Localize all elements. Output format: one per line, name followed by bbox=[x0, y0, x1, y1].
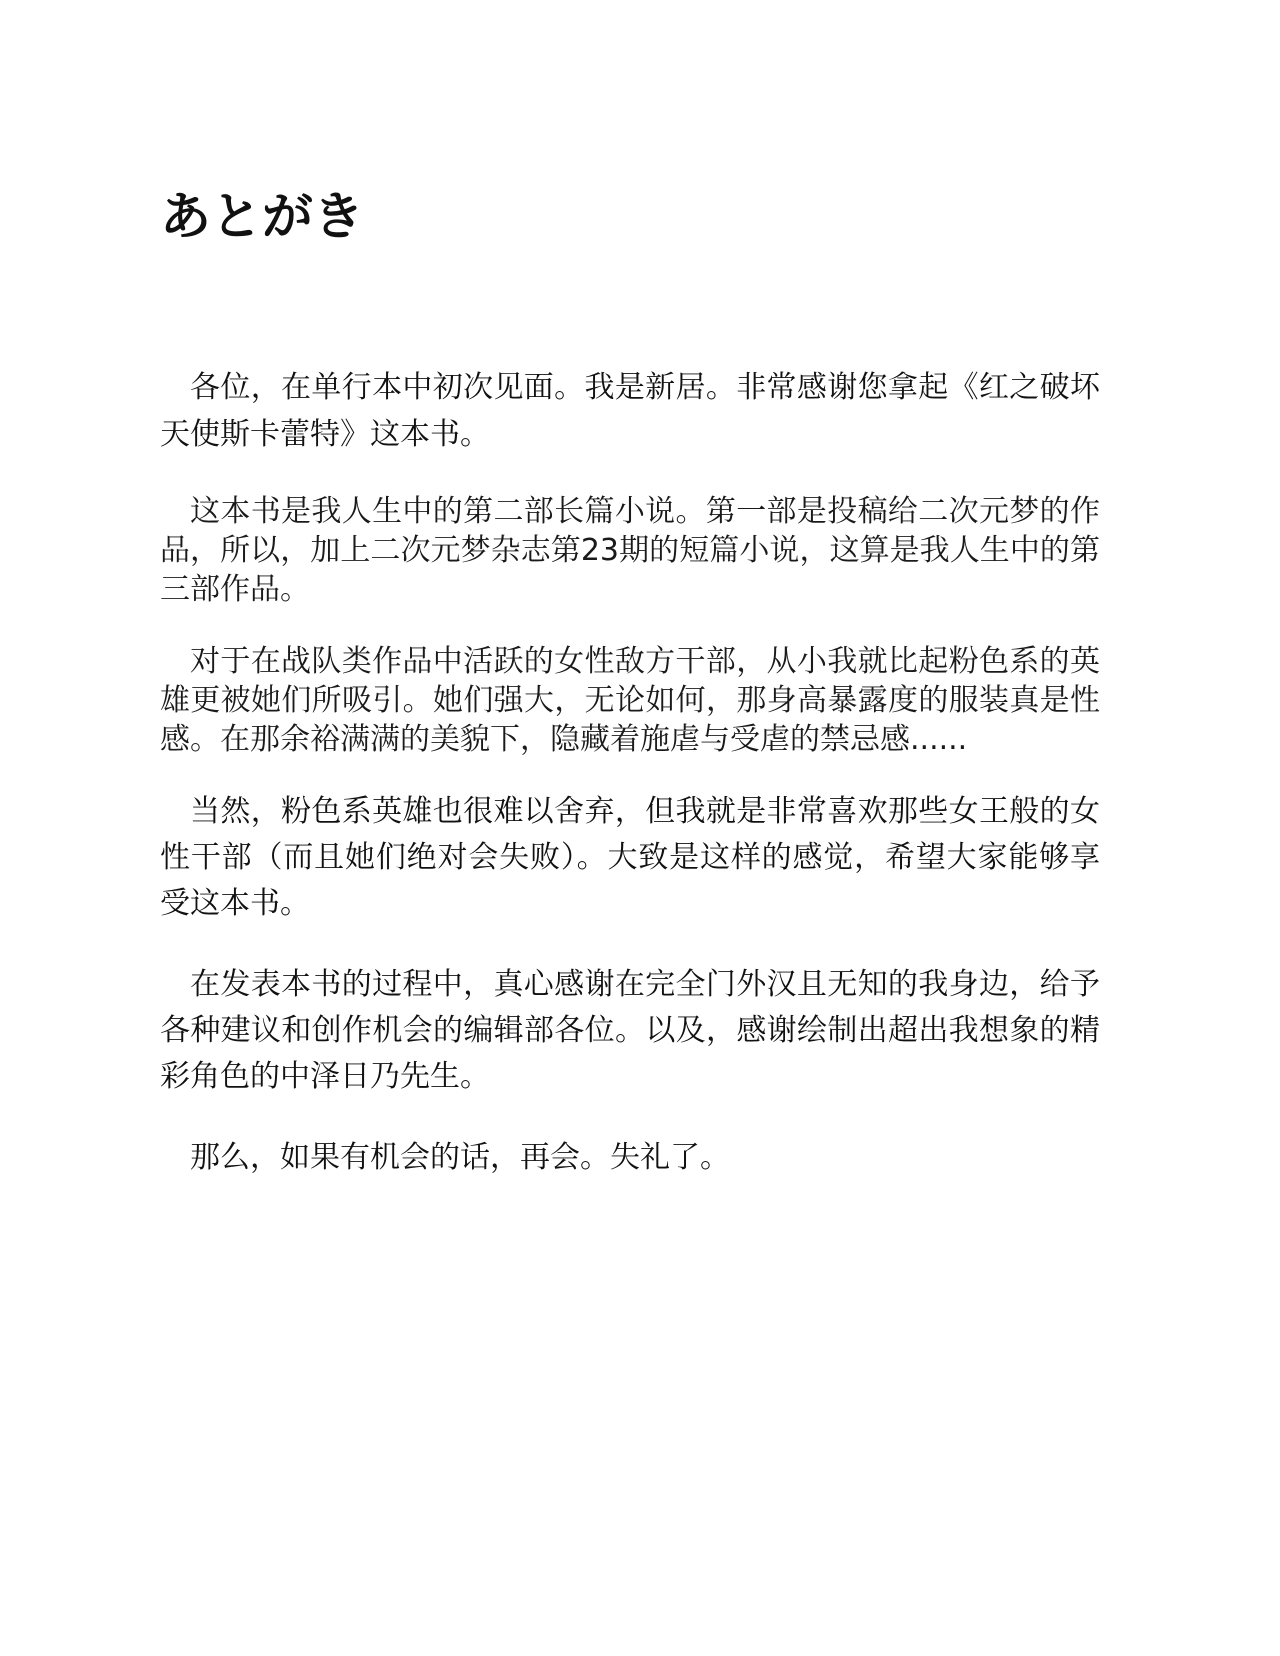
paragraph-second-novel: 这本书是我人生中的第二部长篇小说。第一部是投稿给二次元梦的作品，所以，加上二次元梦杂志第23期的短篇小说，这算是我人生中的第三部作品。 bbox=[160, 494, 1100, 607]
paragraph-farewell: 那么，如果有机会的话，再会。失礼了。 bbox=[190, 1140, 730, 1175]
paragraph-female-officers: 对于在战队类作品中活跃的女性敌方干部，从小我就比起粉色系的英雄更被她们所吸引。她们强大，无论如何，那身高暴露度的服装真是性感。在那余裕满满的美貌下，隐藏着施虐与受虐的禁忌感...... bbox=[160, 644, 1100, 757]
paragraph-thanks: 在发表本书的过程中，真心感谢在完全门外汉且无知的我身边，给予各种建议和创作机会的编辑部各位。以及，感谢绘制出超出我想象的精彩角色的中泽日乃先生。 bbox=[160, 967, 1100, 1094]
page-title: あとがき bbox=[160, 188, 365, 247]
paragraph-greeting: 各位，在单行本中初次见面。我是新居。非常感谢您拿起《红之破坏天使斯卡蕾特》这本书。 bbox=[160, 370, 1100, 452]
paragraph-pink-heroes: 当然，粉色系英雄也很难以舍弃，但我就是非常喜欢那些女王般的女性干部（而且她们绝对会失败）。大致是这样的感觉，希望大家能够享受这本书。 bbox=[160, 794, 1100, 921]
